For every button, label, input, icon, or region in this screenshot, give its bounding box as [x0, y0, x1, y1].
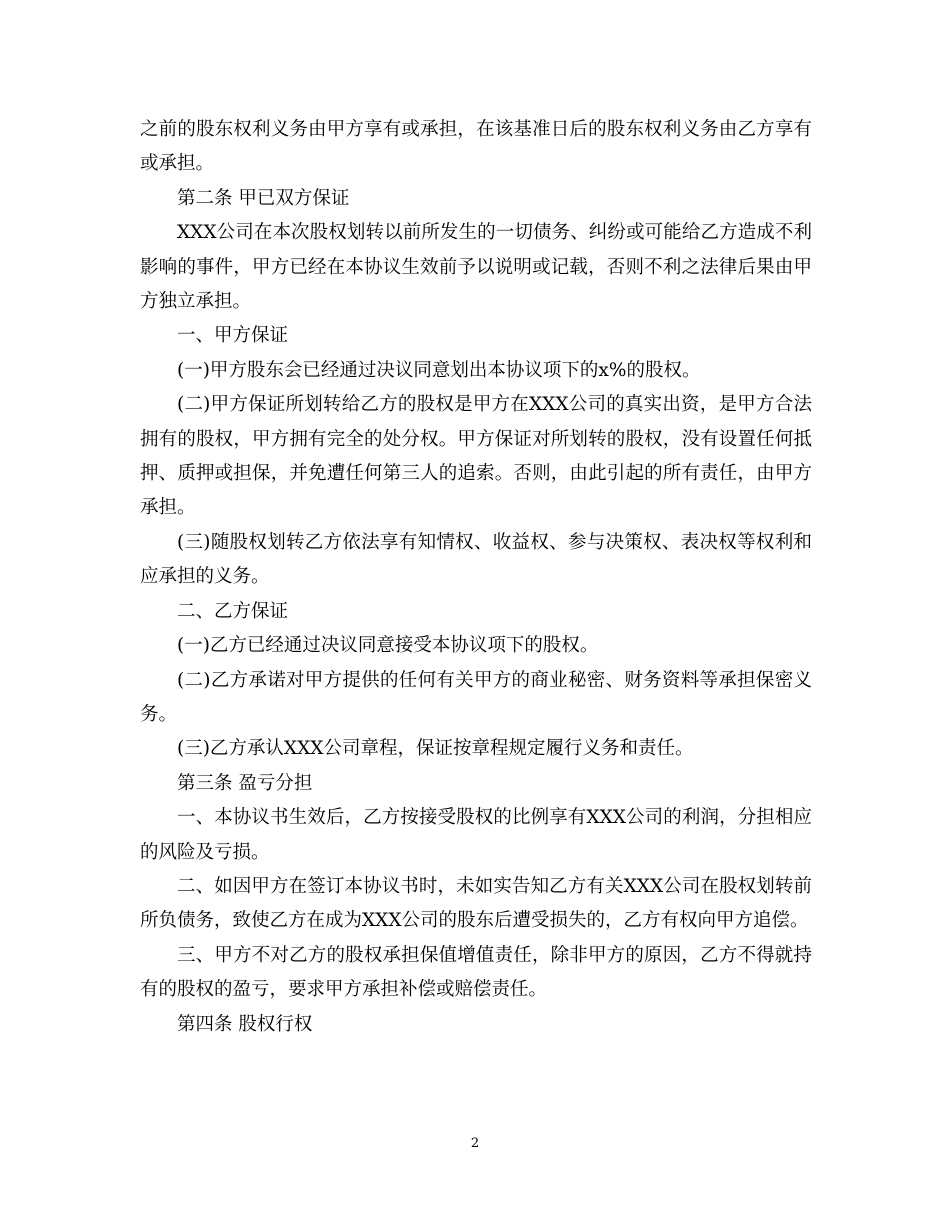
section-heading: 第三条 盈亏分担	[177, 772, 313, 794]
paragraph: 之前的股东权利义务由甲方享有或承担，在该基准日后的股东权利义务由乙方享有或承担。	[140, 119, 812, 175]
clause-item: (一)甲方股东会已经通过决议同意划出本协议项下的x%的股权。	[177, 359, 701, 381]
paragraph: XXX公司在本次股权划转以前所发生的一切债务、纠纷或可能给乙方造成不利影响的事件，甲方已经在本协议生效前予以说明或记载，否则不利之法律后果由甲方独立承担。	[140, 222, 812, 313]
section-heading: 第二条 甲已双方保证	[177, 187, 350, 209]
clause-item: (三)随股权划转乙方依法享有知情权、收益权、参与决策权、表决权等权利和应承担的义务。	[140, 531, 812, 588]
clause-item: 一、本协议书生效后，乙方按接受股权的比例享有XXX公司的利润，分担相应的风险及亏损。	[140, 807, 812, 863]
clause-item: 二、如因甲方在签订本协议书时，未如实告知乙方有关XXX公司在股权划转前所负债务，致使乙方在成为XXX公司的股东后遭受损失的，乙方有权向甲方追偿。	[140, 875, 812, 932]
document-body	[140, 113, 812, 1042]
clause-item: (一)乙方已经通过决议同意接受本协议项下的股权。	[177, 635, 599, 657]
subsection-heading: 一、甲方保证	[177, 325, 289, 347]
clause-item: (二)甲方保证所划转给乙方的股权是甲方在XXX公司的真实出资，是甲方合法拥有的股权，甲方拥有完全的处分权。甲方保证对所划转的股权，没有设置任何抵押、质押或担保，并免遭任何第三人的追索。否则，由此引起的所有责任，由甲方承担。	[140, 394, 812, 519]
clause-item: 三、甲方不对乙方的股权承担保值增值责任，除非甲方的原因，乙方不得就持有的股权的盈亏，要求甲方承担补偿或赔偿责任。	[140, 944, 812, 1001]
page-number: 2	[470, 1136, 480, 1151]
clause-item: (二)乙方承诺对甲方提供的任何有关甲方的商业秘密、财务资料等承担保密义务。	[140, 669, 812, 725]
clause-item: (三)乙方承认XXX公司章程，保证按章程规定履行义务和责任。	[177, 738, 694, 760]
subsection-heading: 二、乙方保证	[177, 600, 289, 622]
section-heading: 第四条 股权行权	[177, 1013, 313, 1035]
